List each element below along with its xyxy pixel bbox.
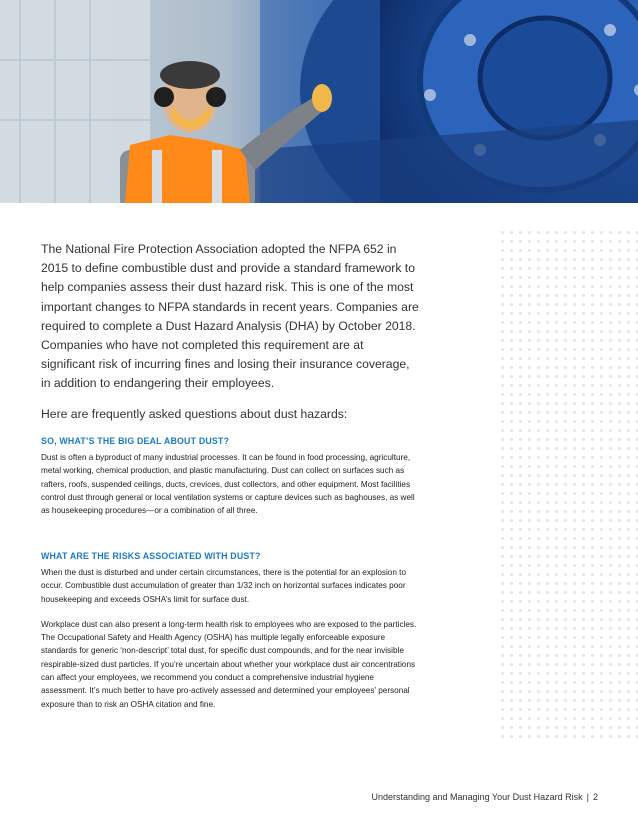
section-paragraph: Workplace dust can also present a long-term health risk to employees who are exposed to the particles. The Occupational Safety and Health Agency (OSHA) has multiple legally enforceable exposure standards for generic ‘non-descript’ total dust, for specific dust compounds, and for the near invisible respirable-sized dust particles. If you’re uncertain about whether your workplace dust air concentrations can affect your employees, we recommend you conduct a comprehensive industrial hygiene assessment. It’s much better to have pro-actively assessed and determined your employees’ personal exposure than to risk an OSHA citation and fine. [41,619,417,709]
industrial-worker-illustration [0,0,638,203]
faq-lead: Here are frequently asked questions about dust hazards: [41,406,348,421]
faq-section [41,436,421,517]
page-footer [372,792,599,802]
footer-separator: | [586,792,589,802]
page-number: 2 [592,792,598,802]
section-heading: SO, WHAT’S THE BIG DEAL ABOUT DUST? [41,436,230,446]
faq-section [41,551,421,711]
section-paragraph: When the dust is disturbed and under certain circumstances, there is the potential for an explosion to occur. Combustible dust accumulation of greater than 1/32 inch on horizontal surfaces indicates poor housekeeping and exceeds OSHA’s limit for surface dust. [41,568,407,604]
decorative-dot-grid [498,228,638,738]
section-heading: WHAT ARE THE RISKS ASSOCIATED WITH DUST? [41,551,261,561]
hero-photo [0,0,638,203]
footer-title: Understanding and Managing Your Dust Hazard Risk [371,792,583,802]
intro-paragraph: The National Fire Protection Association adopted the NFPA 652 in 2015 to define combustible dust and provide a standard framework to help companies assess their dust hazard risk. This is one of the most important changes to NFPA standards in recent years. Companies are required to complete a Dust Hazard Analysis (DHA) by October 2018. Companies who have not completed this requirement are at significant risk of incurring fines and losing their insurance coverage, in addition to endangering their employees. [41,242,419,391]
section-paragraph: Dust is often a byproduct of many industrial processes. It can be found in food processing, agriculture, metal working, chemical production, and plastic manufacturing. Dust can collect on surfaces such as rafters, roofs, suspended ceilings, ducts, crevices, dust collectors, and other equipment. Most facilities control dust through general or local ventilation systems or capture devices such as baghouses, as well as housekeeping procedures—or a combination of all three. [41,453,415,516]
intro-block [41,240,421,424]
